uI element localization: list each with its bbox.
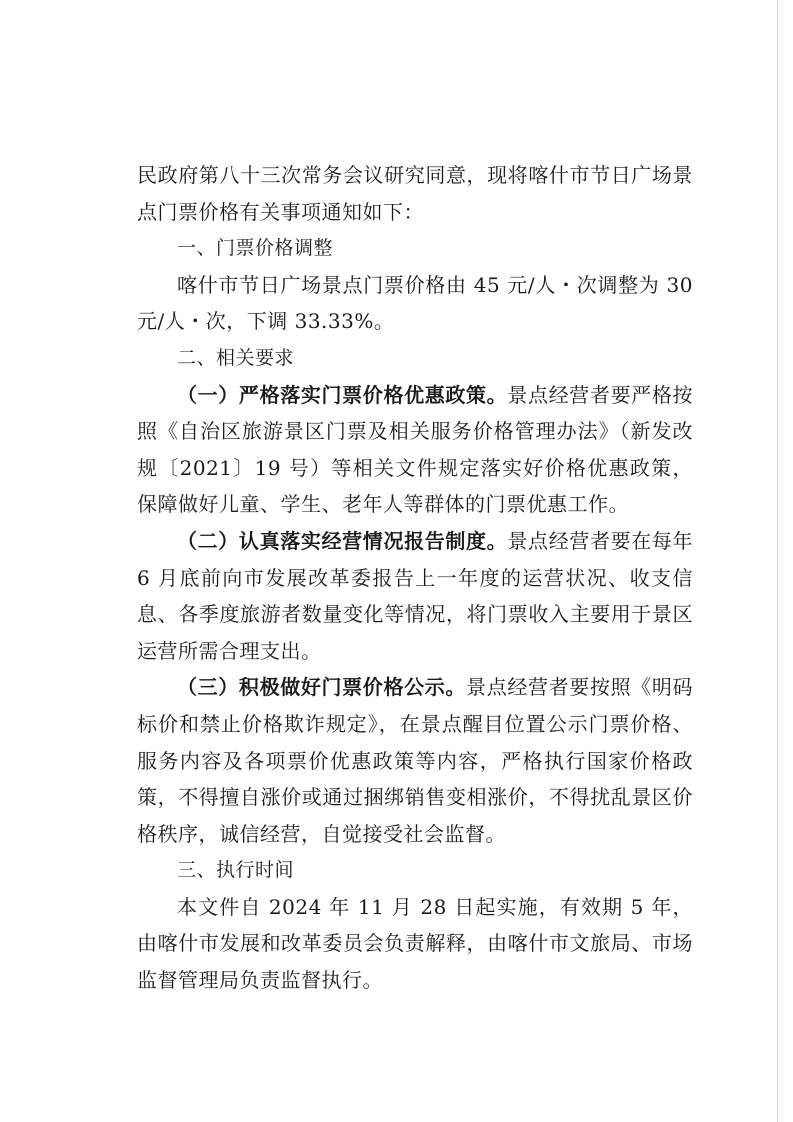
requirement-2-text: 景点经营者要在每年 6 月底前向市发展改革委报告上一年度的运营状况、收支信息、各季度旅游者数量变化等情况，将门票收入主要用于景区运营所需合理支出。	[137, 528, 694, 663]
requirement-3-text: 景点经营者要按照《明码标价和禁止价格欺诈规定》，在景点醒目位置公示门票价格、服务内容及各项票价优惠政策等内容，严格执行国家价格政策，不得擅自涨价或通过捆绑销售变相涨价，不得扰乱景区价格秩序，诚信经营，自觉接受社会监督。	[137, 675, 694, 846]
requirement-3-paragraph	[137, 669, 693, 852]
section-3-body: 本文件自 2024 年 11 月 28 日起实施，有效期 5 年，由喀什市发展和改革委员会负责解释，由喀什市文旅局、市场监督管理局负责监督执行。	[137, 894, 693, 993]
section-1-body: 喀什市节日广场景点门票价格由 45 元/人・次调整为 30 元/人・次，下调 33.33%。	[137, 272, 693, 334]
requirement-1-title: （一）严格落实门票价格优惠政策。	[177, 382, 508, 407]
intro-paragraph: 民政府第八十三次常务会议研究同意，现将喀什市节日广场景点门票价格有关事项通知如下：	[137, 163, 693, 224]
section-2-heading: 二、相关要求	[177, 346, 295, 369]
section-1-heading: 一、门票价格调整	[177, 237, 334, 260]
requirement-1-text: 景点经营者要严格按照《自治区旅游景区门票及相关服务价格管理办法》（新发改规〔2021〕19 号）等相关文件规定落实好价格优惠政策，保障做好儿童、学生、老年人等群体的门票优惠工作。	[137, 382, 694, 517]
requirement-2-paragraph	[137, 523, 693, 669]
requirement-1-paragraph	[137, 377, 693, 523]
section-3-heading: 三、执行时间	[177, 859, 295, 882]
page-edge-line	[777, 0, 778, 1122]
requirement-3-title: （三）积极做好门票价格公示。	[177, 675, 467, 700]
document-body	[137, 157, 693, 999]
requirement-2-title: （二）认真落实经营情况报告制度。	[177, 528, 508, 553]
